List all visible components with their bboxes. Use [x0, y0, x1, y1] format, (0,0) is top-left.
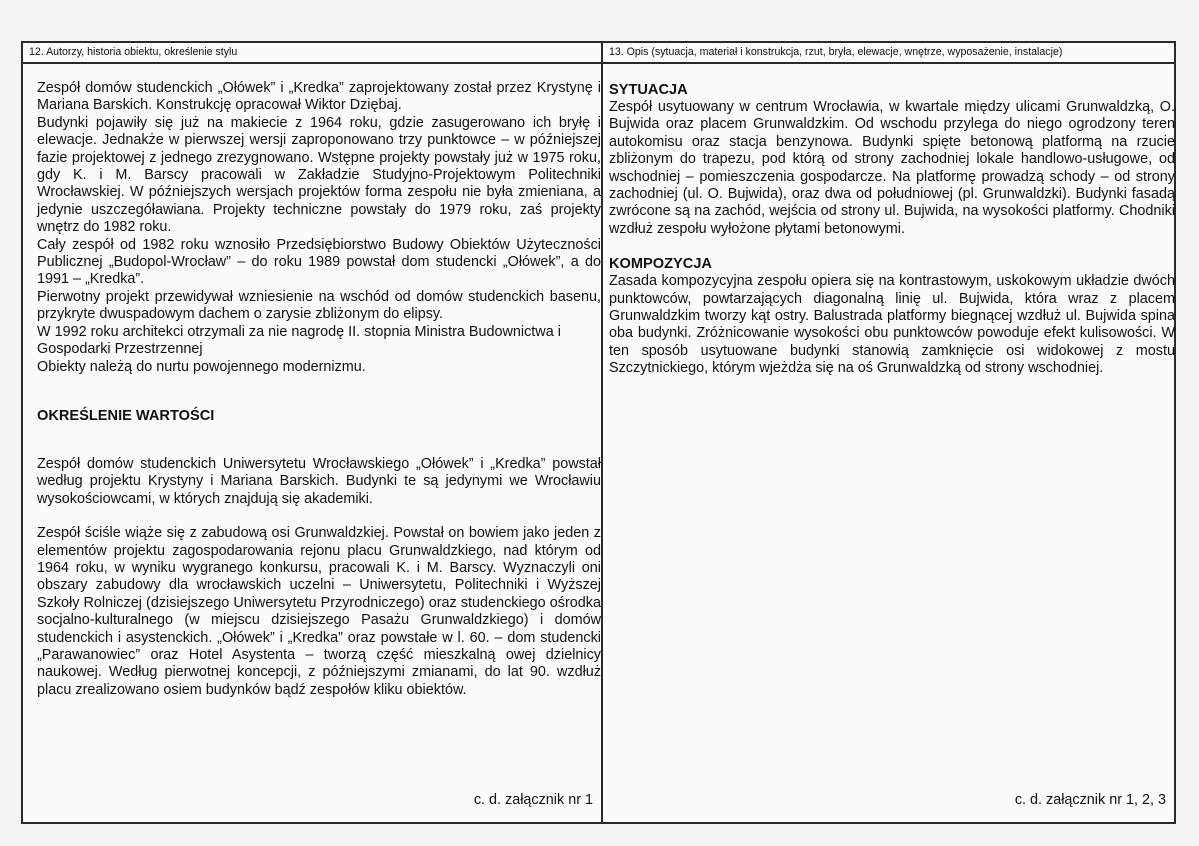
values-heading: OKREŚLENIE WARTOŚCI: [37, 407, 215, 424]
composition-heading: KOMPOZYCJA: [609, 256, 712, 273]
paragraph-history-2: Cały zespół od 1982 roku wznosiło Przedsiębiorstwo Budowy Obiektów Użyteczności Publicznej „Budopol-Wrocław” – do roku 1989 powstał dom studencki „Ołówek”, a do 1991 – „Kredka”.: [37, 236, 601, 288]
paragraph-authors: Zespół domów studenckich „Ołówek” i „Kredka” zaprojektowany został przez Krystynę i Mariana Barskich. Konstrukcję opracował Wiktor Dziębaj.: [37, 80, 601, 114]
right-footer-note: c. d. załącznik nr 1, 2, 3: [1014, 792, 1166, 808]
form-sheet: [21, 41, 1176, 824]
right-body: [609, 81, 1175, 378]
paragraph-values-1: Zespół domów studenckich Uniwersytetu Wrocławskiego „Ołówek” i „Kredka” powstał według projektu Krystyny i Mariana Barskich. Budynki te są jedynymi we Wrocławiu wysokościowcami, w których znajdują się akademiki.: [37, 455, 601, 507]
paragraph-style: Obiekty należą do nurtu powojennego modernizmu.: [37, 358, 366, 375]
situation-heading: SYTUACJA: [609, 82, 688, 98]
left-column: [23, 43, 603, 822]
paragraph-values-2: Zespół ściśle wiąże się z zabudową osi Grunwaldzkiej. Powstał on bowiem jako jeden z elementów projektu zagospodarowania rejonu placu Grunwaldzkiego, nad którym od 1964 roku, w wyniku wygranego konkursu, pracowali K. i M. Barscy. Wyznaczyli oni obszary zabudowy dla wrocławskich uczelni – Uniwersytetu, Politechniki i Wyższej Szkoły Rolniczej (dzisiejszego Uniwersytetu Przyrodniczego) oraz studenckiego ośrodka socjalno-kulturalnego (w miejscu dzisiejszego Pasażu Grunwaldzkiego) i domów studenckich i asystenckich. „Ołówek” i „Kredka” oraz powstałe w l. 60. – dom studencki „Parawanowiec” oraz Hotel Asystenta – tworzą część mieszkalną owej dzielnicy naukowej. Według pierwotnej koncepcji, z późniejszymi zmianami, do lat 90. wzdłuż placu zrealizowano osiem budynków bądź zespołów kliku obiektów.: [37, 525, 601, 698]
section-13-header: 13. Opis (sytuacja, materiał i konstrukcja, rzut, bryła, elewacje, wnętrze, wyposażenie, instalacje): [603, 43, 1174, 64]
right-column: [603, 43, 1174, 822]
left-body: [37, 80, 601, 699]
paragraph-history-1: Budynki pojawiły się już na makiecie z 1964 roku, gdzie zasugerowano ich bryłę i elewacje. Jednakże w pierwszej wersji zaproponowano trzy punktowce – w późniejszej fazie projektowej z jednego zrezygnowano. Wstępne projekty powstały już w 1975 roku, gdy K. i M. Barscy pracowali w Zakładzie Studyjno-Projektowym Politechniki Wrocławskiej. W późniejszych wersjach projektów forma zespołu nie była zmieniana, a jedynie uszczegóławiana. Projekty techniczne powstały do 1979 roku, zaś projekty wnętrz do 1982 roku.: [37, 114, 601, 236]
paragraph-award: W 1992 roku architekci otrzymali za nie nagrodę II. stopnia Ministra Budownictwa i Gospodarki Przestrzennej: [37, 323, 561, 358]
paragraph-history-3: Pierwotny projekt przewidywał wzniesienie na wschód od domów studenckich basenu, przykryte dwuspadowym dachem o zarysie zbliżonym do elipsy.: [37, 288, 601, 323]
left-footer-note: c. d. załącznik nr 1: [473, 792, 593, 808]
section-12-header: 12. Autorzy, historia obiektu, określenie stylu: [23, 43, 601, 64]
paragraph-situation: Zespół usytuowany w centrum Wrocławia, w kwartale między ulicami Grunwaldzką, O. Bujwida oraz placem Grunwaldzkim. Od wschodu przylega do niego ogrodzony teren autokomisu oraz stacja benzynowa. Budynki spięte betonową platformą na rzucie zbliżonym do trapezu, pod którą od strony zachodniej lokale handlowo-usługowe, od wschodniej – pomieszczenia gospodarcze. Na platformę prowadzą schody – od strony zachodniej (ul. O. Bujwida), oraz dwa od południowej (pl. Grunwaldzki). Budynki fasadą zwrócone są na zachód, wejścia od strony ul. Bujwida, na wysokości platformy. Chodniki wzdłuż zespołu wyłożone płytami betonowymi.: [609, 99, 1175, 237]
paragraph-composition: Zasada kompozycyjna zespołu opiera się na kontrastowym, uskokowym układzie dwóch punktowców, powtarzających diagonalną linię ul. Bujwida, która wraz z placem Grunwaldzkim tworzy kąt ostry. Balustrada platformy biegnącej wzdłuż ul. Bujwida spina oba budynki. Zróżnicowanie wysokości obu punktowców powoduje efekt kulisowości. W ten sposób usytuowane budynki stanowią zamknięcie osi widokowej z mostu Szczytnickiego, którym wjeżdża się na oś Grunwaldzką od strony wschodniej.: [609, 273, 1175, 377]
